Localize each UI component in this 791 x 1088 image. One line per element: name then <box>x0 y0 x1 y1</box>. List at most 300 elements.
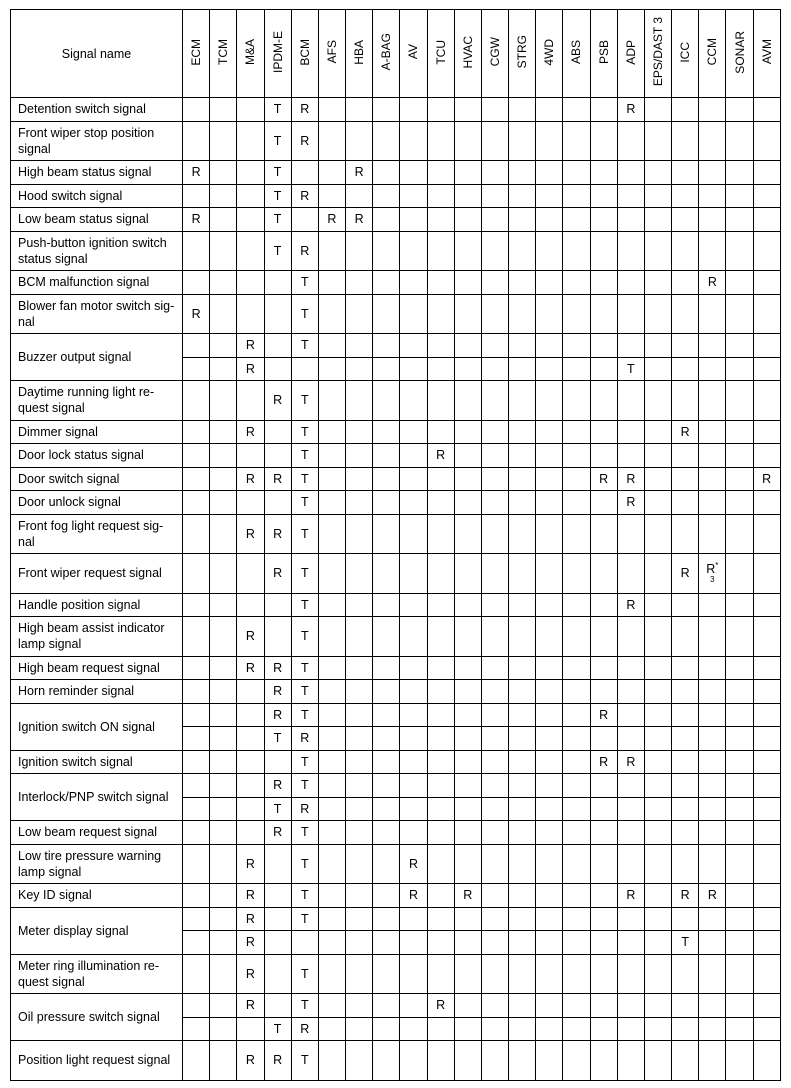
signal-cell <box>672 98 699 122</box>
table-row <box>11 821 781 845</box>
signal-cell <box>590 821 617 845</box>
signal-cell <box>346 121 373 161</box>
signal-cell <box>400 271 427 295</box>
signal-cell <box>536 656 563 680</box>
signal-cell <box>400 680 427 704</box>
signal-cell <box>563 271 590 295</box>
signal-cell <box>237 774 264 798</box>
signal-cell <box>237 444 264 468</box>
column-header <box>617 10 644 98</box>
signal-cell <box>509 656 536 680</box>
signal-cell <box>400 514 427 554</box>
signal-cell <box>753 1017 780 1041</box>
column-header <box>183 10 210 98</box>
signal-cell <box>699 161 726 185</box>
signal-cell <box>264 1017 291 1041</box>
signal-cell <box>346 1017 373 1041</box>
signal-cell <box>563 184 590 208</box>
signal-value: T <box>300 911 309 926</box>
signal-cell <box>481 231 508 271</box>
signal-cell <box>509 98 536 122</box>
signal-cell <box>183 593 210 617</box>
table-row <box>11 467 781 491</box>
signal-cell <box>373 121 400 161</box>
signal-cell <box>210 931 237 955</box>
signal-name-cell: Low tire pressure warning lamp signal <box>11 844 183 884</box>
column-header-label: TCM <box>216 39 231 65</box>
signal-cell <box>699 617 726 657</box>
signal-value: R <box>626 597 636 612</box>
signal-cell <box>672 554 699 594</box>
signal-cell <box>291 98 318 122</box>
signal-cell <box>346 420 373 444</box>
signal-cell <box>291 931 318 955</box>
signal-cell <box>617 821 644 845</box>
signal-cell <box>291 420 318 444</box>
signal-value: R <box>191 165 201 180</box>
signal-cell <box>672 680 699 704</box>
column-header-label: AV <box>406 44 421 60</box>
signal-cell <box>536 294 563 334</box>
signal-cell <box>318 381 345 421</box>
signal-cell <box>346 554 373 594</box>
signal-value: T <box>300 306 309 321</box>
signal-cell <box>509 797 536 821</box>
signal-value: R <box>626 888 636 903</box>
signal-cell <box>617 381 644 421</box>
signal-cell <box>672 931 699 955</box>
signal-cell <box>726 703 753 727</box>
header-row <box>11 10 781 98</box>
signal-cell <box>753 294 780 334</box>
signal-cell <box>400 1017 427 1041</box>
column-header <box>210 10 237 98</box>
signal-value: T <box>273 102 282 117</box>
signal-cell <box>318 98 345 122</box>
signal-cell <box>644 514 671 554</box>
signal-cell <box>509 844 536 884</box>
signal-value: T <box>300 495 309 510</box>
signal-name-cell: Position light request signal <box>11 1041 183 1081</box>
signal-cell <box>672 208 699 232</box>
signal-cell <box>726 420 753 444</box>
signal-cell <box>237 514 264 554</box>
signal-cell <box>726 844 753 884</box>
signal-cell <box>672 1017 699 1041</box>
signal-cell <box>400 161 427 185</box>
signal-cell <box>346 1041 373 1081</box>
signal-cell <box>481 1017 508 1041</box>
table-body <box>11 98 781 1081</box>
signal-cell <box>481 656 508 680</box>
signal-value: R <box>300 188 310 203</box>
signal-cell <box>617 593 644 617</box>
signal-cell <box>672 294 699 334</box>
signal-value: T <box>300 660 309 675</box>
signal-cell <box>210 907 237 931</box>
signal-cell <box>291 797 318 821</box>
signal-cell <box>427 208 454 232</box>
signal-cell <box>644 381 671 421</box>
signal-value: R <box>245 856 255 871</box>
signal-cell <box>210 954 237 994</box>
signal-cell <box>454 593 481 617</box>
signal-cell <box>373 381 400 421</box>
signal-cell <box>699 774 726 798</box>
signal-cell <box>454 1041 481 1081</box>
signal-cell <box>509 357 536 381</box>
table-row <box>11 994 781 1018</box>
signal-cell <box>183 161 210 185</box>
signal-cell <box>644 271 671 295</box>
signal-value: R <box>436 998 446 1013</box>
signal-cell <box>672 381 699 421</box>
signal-cell <box>644 750 671 774</box>
signal-cell <box>481 774 508 798</box>
signal-cell <box>183 444 210 468</box>
signal-cell <box>237 750 264 774</box>
signal-cell <box>481 514 508 554</box>
signal-cell <box>373 420 400 444</box>
signal-cell <box>427 381 454 421</box>
signal-cell <box>753 844 780 884</box>
signal-cell <box>318 1041 345 1081</box>
signal-cell <box>427 420 454 444</box>
signal-cell <box>427 907 454 931</box>
signal-cell <box>699 797 726 821</box>
signal-cell <box>536 381 563 421</box>
signal-cell <box>672 884 699 908</box>
signal-value: T <box>300 566 309 581</box>
signal-cell <box>454 161 481 185</box>
signal-cell <box>264 161 291 185</box>
signal-cell <box>400 467 427 491</box>
signal-cell <box>726 774 753 798</box>
signal-value: R <box>245 1053 255 1068</box>
signal-cell <box>726 381 753 421</box>
signal-cell <box>753 334 780 358</box>
signal-cell <box>291 617 318 657</box>
column-header <box>590 10 617 98</box>
signal-cell <box>346 444 373 468</box>
signal-cell <box>644 727 671 751</box>
signal-value: R <box>245 629 255 644</box>
signal-cell <box>454 750 481 774</box>
signal-value: R <box>273 1053 283 1068</box>
signal-cell <box>590 231 617 271</box>
signal-cell <box>726 514 753 554</box>
signal-cell <box>644 161 671 185</box>
signal-cell <box>427 844 454 884</box>
signal-cell <box>481 593 508 617</box>
signal-cell <box>400 231 427 271</box>
signal-cell <box>536 680 563 704</box>
signal-cell <box>210 294 237 334</box>
signal-cell <box>318 514 345 554</box>
signal-cell <box>509 1017 536 1041</box>
signal-cell <box>291 554 318 594</box>
signal-cell <box>617 231 644 271</box>
signal-value: R <box>245 361 255 376</box>
signal-name-cell: Hood switch signal <box>11 184 183 208</box>
table-row <box>11 381 781 421</box>
signal-cell <box>427 271 454 295</box>
signal-cell <box>346 231 373 271</box>
signal-cell <box>509 271 536 295</box>
signal-name-cell: BCM malfunction signal <box>11 271 183 295</box>
signal-cell <box>699 844 726 884</box>
signal-cell <box>210 334 237 358</box>
signal-cell <box>346 907 373 931</box>
signal-cell <box>318 357 345 381</box>
signal-cell <box>183 884 210 908</box>
signal-cell <box>291 994 318 1018</box>
signal-cell <box>563 797 590 821</box>
signal-cell <box>509 703 536 727</box>
signal-cell <box>183 231 210 271</box>
signal-cell <box>454 617 481 657</box>
signal-cell <box>726 954 753 994</box>
signal-cell <box>509 554 536 594</box>
signal-cell <box>291 1017 318 1041</box>
signal-cell <box>373 750 400 774</box>
signal-cell <box>726 231 753 271</box>
signal-cell <box>753 931 780 955</box>
signal-cell <box>590 208 617 232</box>
signal-cell <box>617 954 644 994</box>
signal-cell <box>563 727 590 751</box>
signal-cell <box>427 954 454 994</box>
signal-cell <box>427 727 454 751</box>
signal-cell <box>753 593 780 617</box>
column-header <box>291 10 318 98</box>
signal-cell <box>509 514 536 554</box>
signal-cell <box>400 208 427 232</box>
signal-cell <box>427 554 454 594</box>
signal-cell <box>210 727 237 751</box>
signal-cell <box>183 931 210 955</box>
signal-cell <box>264 357 291 381</box>
signal-cell <box>183 821 210 845</box>
signal-cell <box>563 467 590 491</box>
signal-value: R <box>300 731 310 746</box>
signal-value: T <box>273 1021 282 1036</box>
signal-cell <box>400 703 427 727</box>
column-header <box>509 10 536 98</box>
signal-cell <box>644 907 671 931</box>
signal-cell <box>617 121 644 161</box>
signal-cell <box>237 420 264 444</box>
signal-cell <box>726 727 753 751</box>
signal-cell <box>536 884 563 908</box>
signal-cell <box>318 334 345 358</box>
signal-value: R <box>245 966 255 981</box>
signal-cell <box>210 703 237 727</box>
signal-cell <box>454 954 481 994</box>
signal-cell <box>291 821 318 845</box>
signal-cell <box>210 750 237 774</box>
signal-cell <box>536 208 563 232</box>
signal-cell <box>346 797 373 821</box>
signal-cell <box>590 444 617 468</box>
signal-cell <box>318 491 345 515</box>
signal-cell <box>454 774 481 798</box>
signal-cell <box>617 774 644 798</box>
signal-cell <box>590 467 617 491</box>
signal-cell <box>481 467 508 491</box>
signal-value: R <box>680 424 690 439</box>
signal-cell <box>237 656 264 680</box>
signal-cell <box>753 514 780 554</box>
signal-cell <box>590 954 617 994</box>
signal-cell <box>753 703 780 727</box>
signal-cell <box>237 491 264 515</box>
signal-cell <box>183 680 210 704</box>
signal-cell <box>346 98 373 122</box>
signal-cell <box>264 727 291 751</box>
column-header-label: HBA <box>352 39 367 65</box>
signal-cell <box>617 680 644 704</box>
signal-cell <box>346 656 373 680</box>
signal-cell <box>481 954 508 994</box>
signal-cell <box>318 656 345 680</box>
signal-cell <box>753 656 780 680</box>
signal-cell <box>672 703 699 727</box>
signal-cell <box>400 554 427 594</box>
signal-cell <box>291 271 318 295</box>
signal-cell <box>699 931 726 955</box>
signal-cell <box>210 271 237 295</box>
signal-cell <box>753 184 780 208</box>
signal-cell <box>373 467 400 491</box>
signal-cell <box>373 491 400 515</box>
signal-cell <box>400 491 427 515</box>
signal-cell <box>454 844 481 884</box>
signal-cell <box>509 617 536 657</box>
signal-cell <box>536 774 563 798</box>
signal-cell <box>183 554 210 594</box>
signal-cell <box>210 656 237 680</box>
column-header-label: ECM <box>189 38 204 66</box>
signal-cell <box>183 208 210 232</box>
signal-name-cell: Door lock status signal <box>11 444 183 468</box>
signal-value: R <box>273 566 283 581</box>
signal-cell <box>699 208 726 232</box>
signal-cell <box>183 514 210 554</box>
signal-cell <box>373 444 400 468</box>
signal-cell <box>644 774 671 798</box>
table-row <box>11 907 781 931</box>
table-row <box>11 271 781 295</box>
signal-cell <box>563 357 590 381</box>
signal-cell <box>291 844 318 884</box>
signal-cell <box>753 750 780 774</box>
signal-cell <box>237 1017 264 1041</box>
signal-cell <box>346 617 373 657</box>
signal-cell <box>726 271 753 295</box>
signal-value: R <box>245 998 255 1013</box>
signal-value: R <box>599 471 609 486</box>
column-header-label: M&A <box>243 38 258 65</box>
signal-cell <box>509 184 536 208</box>
signal-name-cell: High beam status signal <box>11 161 183 185</box>
signal-cell <box>291 907 318 931</box>
signal-cell <box>183 844 210 884</box>
signal-cell <box>509 1041 536 1081</box>
column-header <box>753 10 780 98</box>
signal-cell <box>346 357 373 381</box>
table-row <box>11 161 781 185</box>
signal-cell <box>373 184 400 208</box>
signal-cell <box>644 1041 671 1081</box>
signal-cell <box>237 334 264 358</box>
signal-name-cell: Ignition switch signal <box>11 750 183 774</box>
signal-cell <box>563 381 590 421</box>
signal-value: R <box>626 471 636 486</box>
signal-cell <box>454 184 481 208</box>
signal-cell <box>373 98 400 122</box>
signal-cell <box>699 994 726 1018</box>
signal-cell <box>509 680 536 704</box>
signal-cell <box>291 514 318 554</box>
signal-value: R <box>245 471 255 486</box>
signal-cell <box>427 797 454 821</box>
signal-cell <box>373 1017 400 1041</box>
column-header-label: AVM <box>759 39 774 65</box>
signal-name-cell: Front wiper stop position signal <box>11 121 183 161</box>
signal-cell <box>210 208 237 232</box>
signal-cell <box>373 1041 400 1081</box>
signal-cell <box>644 444 671 468</box>
signal-cell <box>753 444 780 468</box>
signal-cell <box>264 1041 291 1081</box>
signal-cell <box>400 1041 427 1081</box>
signal-cell <box>454 357 481 381</box>
signal-cell <box>699 750 726 774</box>
signal-cell <box>346 994 373 1018</box>
signal-cell <box>427 467 454 491</box>
signal-cell <box>237 593 264 617</box>
signal-cell <box>183 907 210 931</box>
signal-cell <box>726 656 753 680</box>
signal-cell <box>318 907 345 931</box>
signal-cell <box>644 593 671 617</box>
signal-cell <box>264 334 291 358</box>
column-header <box>346 10 373 98</box>
signal-cell <box>427 98 454 122</box>
signal-cell <box>481 184 508 208</box>
signal-cell <box>346 161 373 185</box>
table-row <box>11 884 781 908</box>
signal-cell <box>237 821 264 845</box>
signal-cell <box>509 750 536 774</box>
signal-cell <box>590 491 617 515</box>
signal-cell <box>509 294 536 334</box>
signal-cell <box>210 467 237 491</box>
signal-value: R <box>300 1021 310 1036</box>
signal-cell <box>753 161 780 185</box>
signal-cell <box>346 774 373 798</box>
signal-cell <box>210 844 237 884</box>
signal-cell <box>509 907 536 931</box>
signal-cell <box>346 184 373 208</box>
signal-cell <box>644 994 671 1018</box>
signal-name-cell: Meter display signal <box>11 907 183 954</box>
signal-cell <box>753 727 780 751</box>
signal-cell <box>400 774 427 798</box>
signal-cell <box>563 554 590 594</box>
column-header <box>373 10 400 98</box>
